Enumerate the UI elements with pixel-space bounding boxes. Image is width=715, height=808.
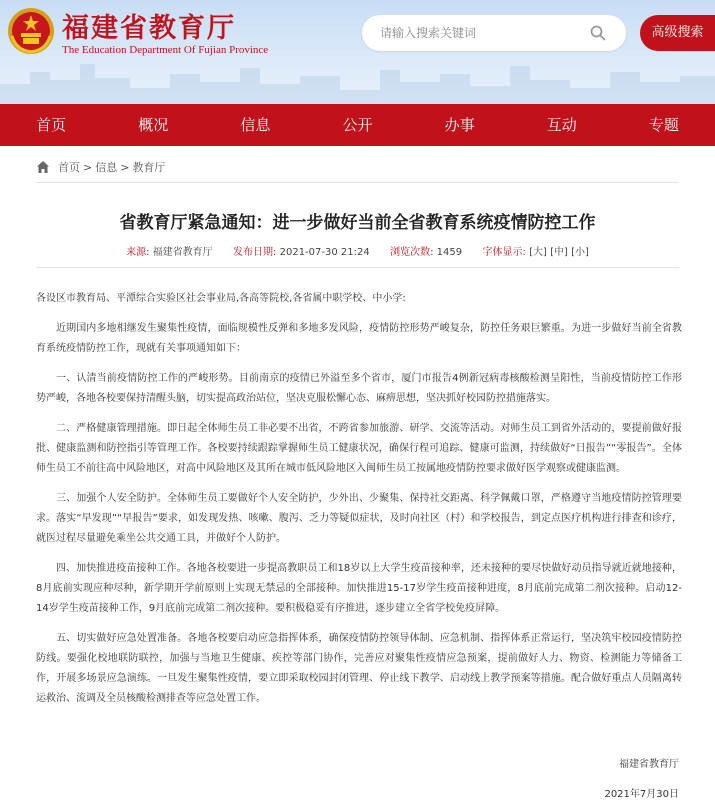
search-box xyxy=(362,15,626,51)
national-emblem-icon xyxy=(6,6,56,56)
article-paragraph: 各设区市教育局、平潭综合实验区社会事业局,各高等院校,各省属中职学校、中小学: xyxy=(36,293,406,304)
breadcrumb-department[interactable]: 教育厅 xyxy=(132,161,166,174)
article-paragraph: 近期国内多地相继发生聚集性疫情，面临规模性反弹和多地多发风险，疫情防控形势严峻复杂，防控任务艰巨繁重。为进一步做好当前全省教育系统疫情防控工作，现就有关事项通知如下： xyxy=(36,323,682,354)
article-paragraph: 四、加快推进疫苗接种工作。各地各校要进一步提高教职员工和18岁以上大学生疫苗接种率，还未接种的要尽快做好动员指导就近就地接种，8月底前实现应种尽种，新学期开学前原则上实现无禁忌的全部接种。加快推进15-17岁学生疫苗接种进度，8月底前完成第二剂次接种。启动12-14岁学生疫苗接种工作，9月底前完成第二剂次接种。要积极稳妥有序推进，逐步建立全省学校免疫屏障。 xyxy=(36,563,682,614)
font-size-label: 字体显示: xyxy=(482,247,526,258)
date-label: 发布日期: xyxy=(233,247,277,258)
nav-item-topics[interactable]: 专题 xyxy=(648,116,679,134)
site-name[interactable]: 福建省教育厅 xyxy=(62,13,236,44)
article-meta xyxy=(0,243,715,258)
main-nav xyxy=(0,104,715,146)
source-label: 来源: xyxy=(126,247,150,258)
article-title: 省教育厅紧急通知：进一步做好当前全省教育系统疫情防控工作 xyxy=(119,213,596,233)
nav-item-home[interactable]: 首页 xyxy=(36,116,67,134)
advanced-search-button[interactable]: 高级搜索 xyxy=(640,15,715,51)
sign-date: 2021年7月30日 xyxy=(604,789,679,800)
breadcrumb-home[interactable]: 首页 xyxy=(58,161,80,174)
nav-item-overview[interactable]: 概况 xyxy=(138,116,169,134)
breadcrumb-separator: > xyxy=(120,160,130,174)
article-paragraph: 五、切实做好应急处置准备。各地各校要启动应急指挥体系，确保疫情防控领导体制、应急机制、指挥体系正常运行，坚决筑牢校园疫情防控防线。要强化校地联防联控，加强与当地卫生健康、疾控等部门协作，完善应对聚集性疫情应急预案，提前做好人力、物资、检测能力等储备工作，开展多场景应急演练。一旦发生聚集性疫情，要立即采取校园封闭管理、停止线下教学、启动线上教学预案等措施。配合做好重点人员隔离转运救治、流调及全员核酸检测排查等应急处置工作。 xyxy=(36,633,682,704)
article-paragraph: 二、严格健康管理措施。即日起全体师生员工非必要不出省，不跨省参加旅游、研学、交流等活动。对师生员工到省外活动的，要提前做好报批、健康监测和防控指引等管理工作。各校要持续跟踪掌握师生员工健康状况，确保行程可追踪、健康可监测，持续做好“日报告”“零报告”。全体师生员工不前往高中风险地区，对高中风险地区及其所在城市低风险地区入闽师生员工按属地疫情防控要求做好医学观察或健康监测。 xyxy=(36,423,682,474)
views-value: 1459 xyxy=(436,247,463,258)
nav-item-public[interactable]: 公开 xyxy=(342,116,373,134)
site-header xyxy=(0,0,715,104)
breadcrumb-separator: > xyxy=(83,160,93,174)
breadcrumb xyxy=(36,158,165,176)
breadcrumb-info[interactable]: 信息 xyxy=(95,161,118,174)
views-label: 浏览次数: xyxy=(390,247,434,258)
home-icon xyxy=(36,160,50,174)
divider xyxy=(36,267,679,268)
font-size-small[interactable]: [小] xyxy=(571,247,589,258)
search-icon[interactable] xyxy=(590,25,606,41)
date-value: 2021-07-30 21:24 xyxy=(279,247,370,258)
search-input[interactable] xyxy=(380,15,590,51)
source-value: 福建省教育厅 xyxy=(152,247,213,258)
nav-item-services[interactable]: 办事 xyxy=(444,116,475,134)
divider xyxy=(36,182,679,183)
nav-item-interaction[interactable]: 互动 xyxy=(546,116,577,134)
article-paragraph: 三、加强个人安全防护。全体师生员工要做好个人安全防护，少外出、少聚集、保持社交距离、科学佩戴口罩，严格遵守当地疫情防控管理要求。落实“早发现”“早报告”要求，如发现发热、咳嗽、腹泻、乏力等疑似症状，及时向社区（村）和学校报告，到定点医疗机构进行排查和诊疗，就医过程尽量避免乘坐公共交通工具，并做好个人防护。 xyxy=(36,493,682,544)
site-name-en: The Education Department Of Fujian Province xyxy=(62,44,269,56)
nav-item-info[interactable]: 信息 xyxy=(240,116,271,134)
signature: 福建省教育厅 xyxy=(619,759,679,770)
font-size-medium[interactable]: [中] xyxy=(550,247,568,258)
article-body xyxy=(36,289,682,719)
article-paragraph: 一、认清当前疫情防控工作的严峻形势。目前南京的疫情已外溢至多个省市，厦门市报告4例新冠病毒核酸检测呈阳性，当前疫情防控工作形势严峻，各地各校要保持清醒头脑，切实提高政治站位，坚决克服松懈心态、麻痹思想，坚决抓好校园防控措施落实。 xyxy=(36,373,682,404)
font-size-large[interactable]: [大] xyxy=(529,247,547,258)
